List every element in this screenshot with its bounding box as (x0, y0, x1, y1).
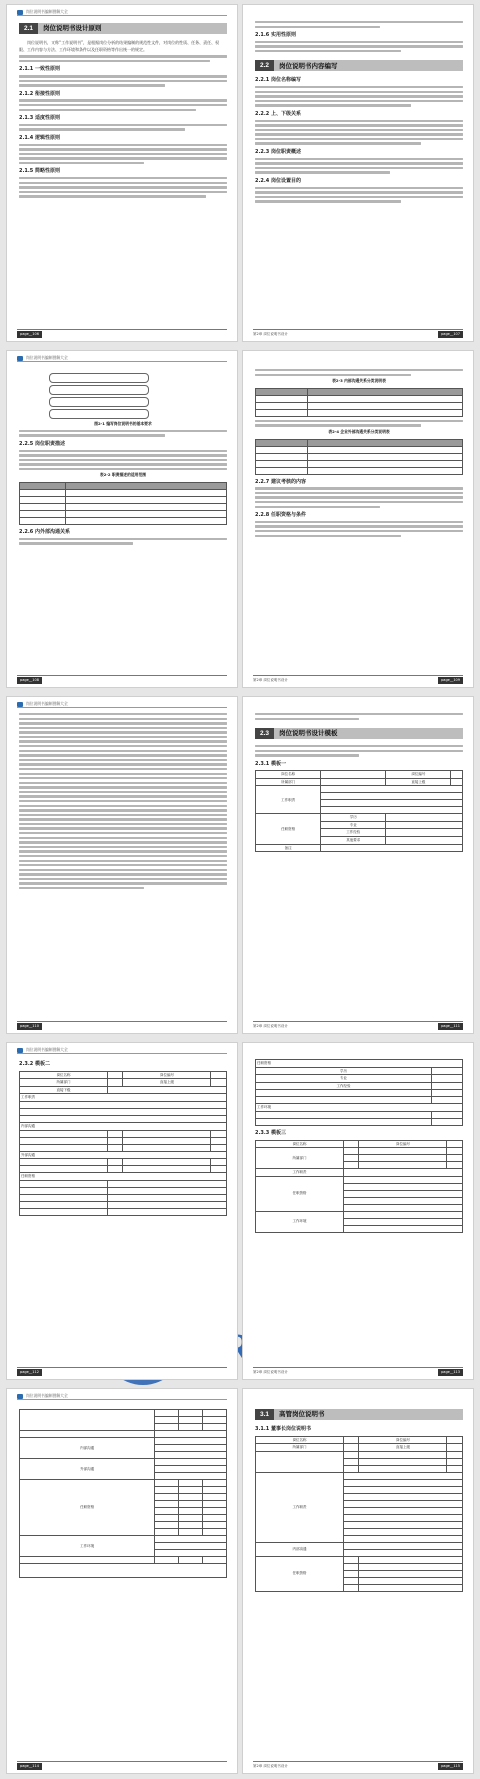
subheading: 2.2.3 岗位职责概述 (255, 148, 301, 155)
section-heading: 2.3 岗位说明书设计模板 (255, 728, 463, 739)
subheading: 2.1.4 逻辑性原则 (19, 134, 60, 141)
subheading: 2.1.2 衔接性原则 (19, 90, 60, 97)
section-heading: 3.1 高管岗位说明书 (255, 1409, 463, 1420)
document-page (242, 4, 474, 342)
subheading: 2.1.1 一致性原则 (19, 66, 60, 73)
document-page (6, 4, 238, 342)
subheading: 2.2.1 岗位名称编写 (255, 77, 301, 84)
subheading: 2.2.6 内外部沟通关系 (19, 529, 70, 536)
subheading: 2.2.2 上、下级关系 (255, 110, 301, 117)
page-footer: 第2章 岗位说明书设计 page__107 (253, 329, 463, 338)
subheading: 2.1.3 适度性原则 (19, 115, 60, 121)
document-page: 岗位说明书编制图解大全 内部沟通 外部沟通 任职资格 工作环境 page__114 (6, 1388, 238, 1774)
section-title: 岗位说明书设计原则 (43, 24, 102, 33)
header-title: 岗位说明书编制图解大全 (26, 8, 68, 14)
data-table (19, 482, 227, 525)
template-table: 内部沟通 外部沟通 任职资格 工作环境 (19, 1409, 227, 1578)
page-header (17, 9, 227, 16)
subheading: 2.2.8 任职资格与条件 (255, 511, 306, 518)
subheading: 2.1.5 简略性原则 (19, 168, 60, 175)
template-table: 岗位名称 岗位编号 所属部门 直接上级 工作职责 内部沟通 任职资格 (255, 1436, 463, 1592)
section-number: 2.1 (19, 23, 38, 34)
page-footer: page__106 (17, 329, 227, 338)
book-logo-icon (17, 10, 23, 15)
template-table: 岗位名称 岗位编号 所属部门 工作职责 任职资格 工作环境 (255, 1140, 463, 1233)
subheading: 2.1.6 实用性原则 (255, 31, 296, 38)
figure-caption: 图2-1 编写岗位说明书的基本要求 (94, 421, 152, 426)
template-table: 岗位名称 岗位编号 所属部门 直接上级 工作职责 任职资格 学历 专业 工作经验 其他要求 备注 (255, 770, 463, 852)
subheading: 2.2.5 岗位职责描述 (19, 440, 65, 447)
section-heading: 2.2 岗位说明书内容编写 (255, 60, 463, 71)
document-page: 3.1 高管岗位说明书 3.1.1 董事长岗位说明书 岗位名称 岗位编号 所属部门 直接上级 工作职责 内部沟通 任职资格 第2章 岗位说明书设计 page__115 (242, 1388, 474, 1774)
page-header: 岗位说明书编制图解大全 (17, 355, 227, 362)
body-text: 岗位说明书，又称“工作说明书”，是根据岗位分析的结果编制的规范性文件，对岗位的性质、任务、责任、权限、工作内容与方法、工作环境和条件以及任职资格等作出统一的规定。 (19, 40, 220, 52)
document-page: 岗位说明书编制图解大全 2.3.2 模板二 岗位名称 岗位编号 所属部门 直接上级 直接下级 工作职责 内部沟通 外部沟通 任职资格 page__112 (6, 1042, 238, 1380)
document-page: 岗位说明书编制图解大全 page__110 (6, 696, 238, 1034)
document-page: 表2-3 内部沟通关系分类说明表 表2-4 企业外部沟通关系分类说明表 2.2.7 建议考核的内容 2.2.8 任职资格与条件 第2章 岗位说明书设计 page__109 (242, 350, 474, 688)
data-table (255, 439, 463, 475)
subheading: 2.3.2 模板二 (19, 1061, 50, 1067)
document-page: 岗位说明书编制图解大全 图2-1 编写岗位说明书的基本要求 2.2.5 岗位职责描述 表2-2 职责描述的适用范围 2.2.6 内外部沟通关系 page__108 (6, 350, 238, 688)
subheading: 2.3.1 模板一 (255, 760, 286, 767)
document-page: 2.3 岗位说明书设计模板 2.3.1 模板一 岗位名称 岗位编号 所属部门 直接上级 工作职责 任职资格 学历 专业 工作经验 其他要求 备注 第2章 岗位说明书设计 page__111 (242, 696, 474, 1034)
table-caption: 表2-2 职责描述的适用范围 (99, 472, 147, 478)
subheading: 3.1.1 董事长岗位说明书 (255, 1426, 311, 1432)
template-table: 任职资格 学历 专业 工作经验 工作环境 (255, 1059, 463, 1126)
document-page: 任职资格 学历 专业 工作经验 工作环境 2.3.3 模板三 岗位名称 岗位编号 所属部门 工作职责 任职资格 工作环境 第2章 岗位说明书设计 page__113 (242, 1042, 474, 1380)
subheading: 2.2.7 建议考核的内容 (255, 478, 306, 485)
table-caption: 表2-4 企业外部沟通关系分类说明表 (328, 428, 390, 434)
section-heading (19, 23, 227, 34)
subheading: 2.3.3 模板三 (255, 1129, 286, 1136)
data-table (255, 388, 463, 417)
subheading: 2.2.4 岗位设置目的 (255, 177, 301, 184)
table-caption: 表2-3 内部沟通关系分类说明表 (332, 378, 386, 384)
template-table: 岗位名称 岗位编号 所属部门 直接上级 直接下级 工作职责 内部沟通 外部沟通 任职资格 (19, 1071, 227, 1216)
